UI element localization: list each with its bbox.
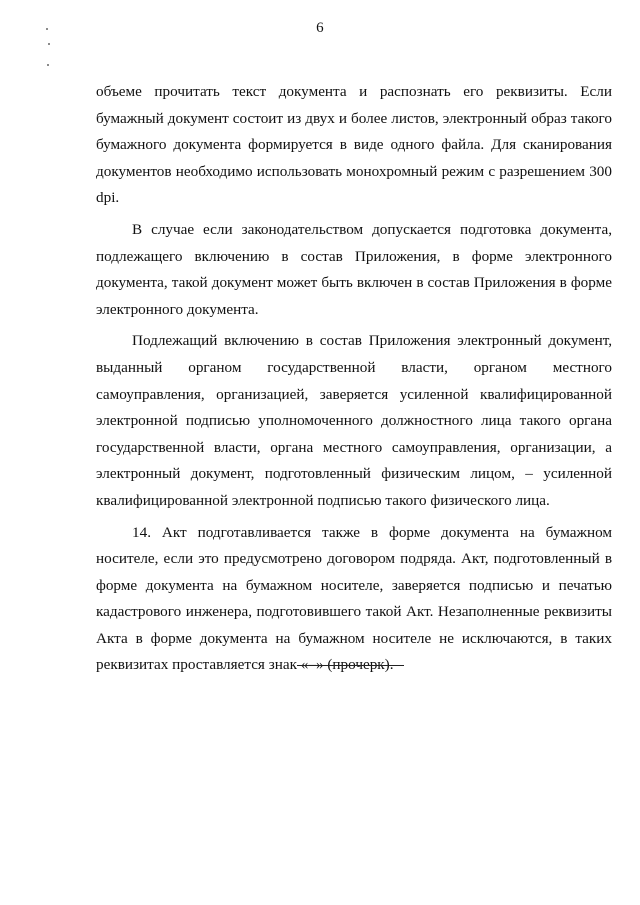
scan-speck — [47, 64, 49, 66]
document-body — [96, 79, 612, 679]
paragraph-item-14: 14. Акт подготавливается также в форме документа на бумажном носителе, если это предусмотрено договором подряда. Акт, подготовленный в форме документа на бумажном носителе, заверяется подписью и печатью кадастрового инженера, подготовившего такой Акт. Незаполненные реквизиты Акта в форме документа на бумажном носителе не исключаются, в таких реквизитах проставляется знак «–» (прочерк). — [96, 523, 612, 674]
scan-speck — [48, 43, 50, 45]
paragraph-electronic-form: В случае если законодательством допускается подготовка документа, подлежащего включению в состав Приложения, в форме электронного документа, такой документ может быть включен в состав Приложения в форме электронного документа. — [96, 220, 612, 318]
closing-divider-line — [297, 665, 404, 666]
paragraph-continuation: объеме прочитать текст документа и распознать его реквизиты. Если бумажный документ состоит из двух и более листов, электронный образ такого бумажного документа формируется в виде одного файла. Для сканирования документов необходимо использовать монохромный режим с разрешением 300 dpi. — [96, 83, 612, 207]
paragraph-signature: Подлежащий включению в состав Приложения электронный документ, выданный органом государственной власти, органом местного самоуправления, организацией, заверяется усиленной квалифицированной электронной подписью уполномоченного должностного лица такого органа государственной власти, органа местного самоуправления, организации, а электронный документ, подготовленный физическим лицом, – усиленной квалифицированной электронной подписью такого физического лица. — [96, 332, 612, 509]
page-number: 6 — [316, 20, 324, 36]
